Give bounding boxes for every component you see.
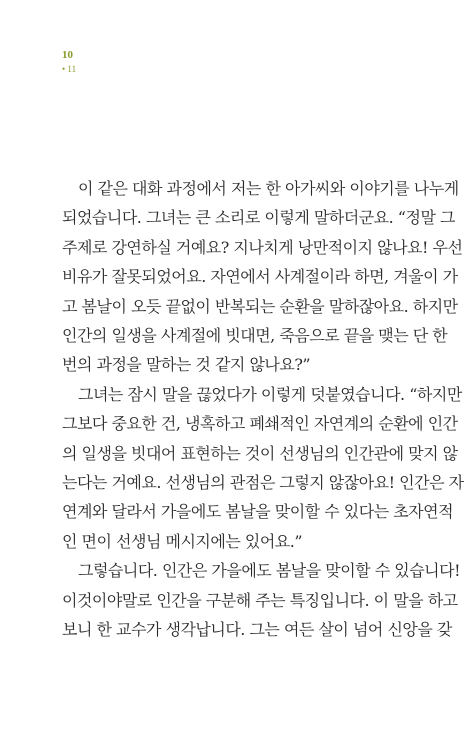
text-line: 이 같은 대화 과정에서 저는 한 아가씨와 이야기를 나누게	[78, 179, 459, 198]
page-sub-mark: • 11	[62, 64, 77, 74]
text-line: 그보다 중요한 건, 냉혹하고 폐쇄적인 자연계의 순환에 인간	[62, 414, 458, 434]
paragraph-2	[62, 380, 464, 556]
page-number: 10	[62, 49, 73, 61]
text-line: 이것이야말로 인간을 구분해 주는 특징입니다. 이 말을 하고	[62, 590, 458, 610]
body-text	[62, 174, 464, 645]
text-line: 의 일생을 빗대어 표현하는 것이 선생님의 인간관에 맞지 않	[62, 443, 458, 463]
text-line: 고 봄날이 오듯 끝없이 반복되는 순환을 말하잖아요. 하지만	[62, 296, 458, 316]
text-line: 는다는 거예요. 선생님의 관점은 그렇지 않잖아요! 인간은 자	[62, 473, 464, 493]
text-line: 인간의 일생을 사계절에 빗대면, 죽음으로 끝을 맺는 단 한	[62, 326, 448, 346]
text-line: 그녀는 잠시 말을 끊었다가 이렇게 덧붙였습니다. “하지만	[78, 384, 462, 404]
page-header	[62, 50, 76, 74]
text-line: 인 면이 선생님 메시지에는 있어요.”	[62, 531, 302, 551]
text-line: 되었습니다. 그녀는 큰 소리로 이렇게 말하더군요. “정말 그	[62, 208, 455, 228]
paragraph-3	[62, 556, 461, 644]
text-line: 그렇습니다. 인간은 가을에도 봄날을 맞이할 수 있습니다!	[78, 561, 461, 581]
paragraph-1	[62, 174, 463, 380]
text-line: 비유가 잘못되었어요. 자연에서 사계절이라 하면, 겨울이 가	[62, 267, 458, 287]
text-line: 번의 과정을 말하는 것 같지 않나요?”	[62, 355, 311, 375]
text-line: 보니 한 교수가 생각납니다. 그는 여든 살이 넘어 신앙을 갖	[62, 620, 452, 640]
text-line: 주제로 강연하실 거예요? 지나치게 낭만적이지 않나요! 우선	[62, 237, 463, 257]
text-line: 연계와 달라서 가을에도 봄날을 맞이할 수 있다는 초자연적	[62, 502, 454, 522]
